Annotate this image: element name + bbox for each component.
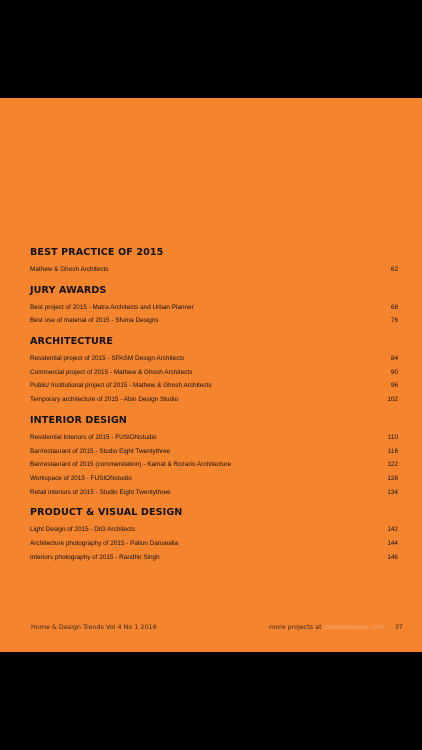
website-link[interactable]: cherishdesign.com (323, 623, 384, 631)
toc-entry-page: 142 (387, 526, 398, 534)
toc-entry-page: 128 (387, 474, 398, 482)
toc-entry-page: 122 (387, 461, 398, 469)
toc-entry[interactable] (30, 352, 398, 366)
toc-entry-label: Workspace of 2015 - FUSIONstudio (30, 474, 132, 482)
toc-entry[interactable] (30, 431, 398, 445)
section-heading: PRODUCT & VISUAL DESIGN (30, 507, 183, 519)
footer-right (269, 623, 403, 631)
toc-entry-label: Temporary architecture of 2015 - Abin Design Studio (30, 396, 179, 404)
toc-entry-page: 102 (387, 396, 398, 404)
toc-entry-label: Architecture photography of 2015 - Pallon Daruwalla (30, 539, 179, 547)
toc-entry[interactable] (30, 379, 398, 393)
toc-section (30, 283, 398, 328)
toc-section (30, 245, 398, 277)
toc-entry-page: 68 (390, 303, 398, 311)
toc-entry-page: 134 (387, 488, 398, 496)
toc-section (30, 413, 398, 499)
table-of-contents (30, 245, 398, 570)
toc-entry-page: 146 (387, 553, 398, 561)
toc-entry-label: Residential Interiors of 2015 - FUSIONstudio (30, 433, 157, 441)
toc-entry[interactable] (30, 445, 398, 459)
toc-entry-label: Mathew & Ghosh Architects (30, 266, 109, 273)
toc-entry-page: 90 (390, 368, 398, 376)
toc-entry-label: Commercial project of 2015 - Mathew & Ghosh Architects (30, 368, 193, 376)
toc-entry[interactable] (30, 393, 398, 407)
toc-entry-page: 110 (387, 433, 398, 441)
toc-section (30, 505, 398, 564)
toc-entry-label: Retail interiors of 2015 - Studio Eight Twentythree (30, 488, 171, 496)
toc-entry-page: 96 (390, 382, 398, 390)
toc-entry[interactable] (30, 472, 398, 486)
section-heading: ARCHITECTURE (30, 336, 114, 348)
toc-entry-page: 144 (387, 539, 398, 547)
toc-entry-label: Interiors photography of 2015 - Randhir Singh (30, 553, 160, 561)
toc-entry-label: Bar/restaurant of 2015 - Studio Eight Twentythree (30, 447, 171, 455)
toc-entry[interactable] (30, 537, 398, 551)
section-heading: JURY AWARDS (30, 284, 107, 296)
toc-entry-page: 62 (390, 266, 398, 273)
toc-entry-label: Best use of material of 2015 - Sfuma Designs (30, 317, 159, 325)
page-number: 37 (394, 623, 403, 631)
publication-info: Home & Design Trends Vol 4 No 1 2016 (31, 623, 157, 631)
section-heading: INTERIOR DESIGN (30, 414, 127, 426)
toc-entry-page: 116 (387, 447, 398, 455)
toc-entry-label: Residential project of 2015 - SPASM Design Architects (30, 355, 185, 363)
toc-entry[interactable] (30, 314, 398, 328)
section-heading: BEST PRACTICE OF 2015 (30, 247, 164, 258)
page-footer (31, 623, 403, 631)
toc-entry[interactable] (30, 263, 398, 277)
toc-entry[interactable] (30, 486, 398, 500)
toc-section (30, 334, 398, 407)
toc-entry-page: 76 (390, 317, 398, 325)
toc-entry[interactable] (30, 551, 398, 565)
more-projects-label: more projects at (269, 623, 322, 631)
toc-entry-label: Bar/restaurant of 2015 (commendation) - Kamat & Rozario Architecture (30, 461, 232, 469)
toc-entry-label: Best project of 2015 - Matra Architects and Urban Planner (30, 303, 194, 311)
toc-entry[interactable] (30, 301, 398, 315)
toc-entry-label: Public/ Institutional project of 2015 - Mathew & Ghosh Architects (30, 382, 212, 390)
toc-entry[interactable] (30, 366, 398, 380)
toc-entry-page: 84 (390, 355, 398, 363)
toc-entry[interactable] (30, 523, 398, 537)
toc-entry-label: Light Design of 2015 - DIG Architects (30, 526, 136, 534)
toc-entry[interactable] (30, 458, 398, 472)
magazine-page (0, 98, 422, 652)
